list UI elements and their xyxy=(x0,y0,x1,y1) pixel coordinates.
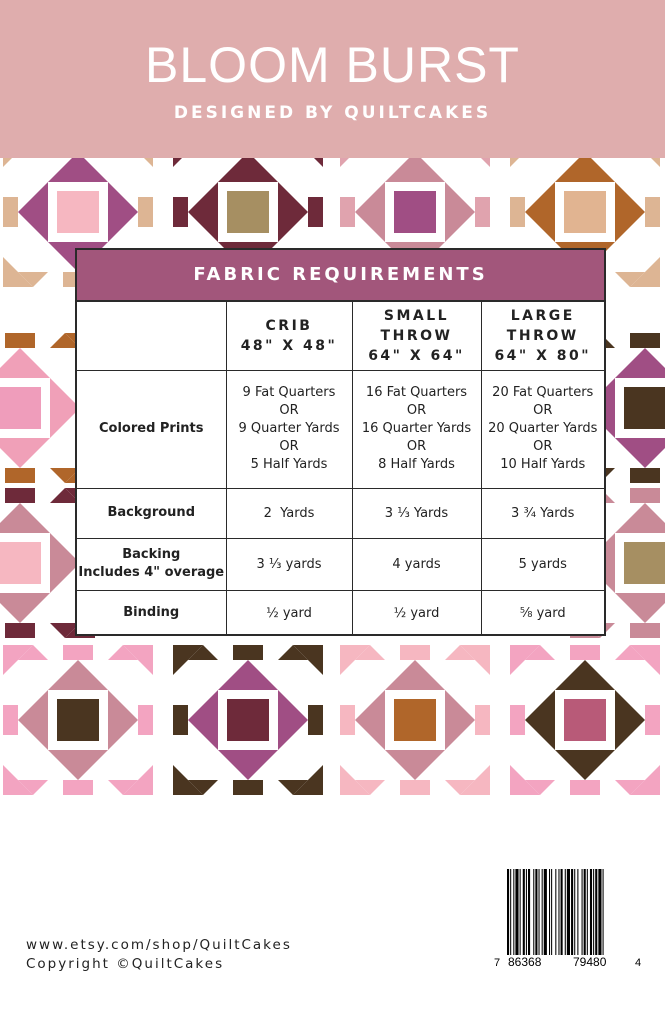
quilt-star-point xyxy=(48,750,108,780)
barcode-bar xyxy=(551,869,552,955)
table-row xyxy=(77,590,604,636)
fabric-requirements-card xyxy=(75,248,606,636)
quilt-star-point xyxy=(615,690,645,750)
quilt-ring-bar xyxy=(173,705,188,735)
barcode-bar xyxy=(549,869,550,955)
table-row xyxy=(77,538,604,590)
quilt-star-point xyxy=(355,182,385,242)
barcode-bar xyxy=(593,869,594,955)
quilt-ring-bar xyxy=(630,468,660,483)
quilt-corner-triangle xyxy=(123,158,153,167)
quilt-star-point xyxy=(18,690,48,750)
barcode-bar xyxy=(577,869,578,955)
pattern-title: BLOOM BURST xyxy=(145,37,520,93)
barcode-bar xyxy=(539,869,540,955)
table-cell: 2 Yards xyxy=(226,488,352,538)
quilt-ring-bar xyxy=(63,645,93,660)
fabric-requirements-heading: FABRIC REQUIREMENTS xyxy=(77,250,604,302)
quilt-star-point xyxy=(555,158,615,182)
barcode-bar xyxy=(526,869,527,955)
quilt-ring-bar xyxy=(510,705,525,735)
quilt-star-point xyxy=(445,690,475,750)
quilt-star-point xyxy=(188,690,218,750)
quilt-corner-triangle xyxy=(340,158,370,167)
quilt-star-point xyxy=(0,503,50,533)
quilt-corner-triangle xyxy=(293,158,323,167)
quilt-ring-bar xyxy=(630,488,660,503)
quilt-corner-triangle xyxy=(460,158,490,167)
quilt-star-point xyxy=(615,438,665,468)
quilt-star-point xyxy=(385,660,445,690)
quilt-ring-bar xyxy=(475,705,490,735)
quilt-ring-bar xyxy=(510,197,525,227)
barcode-bar xyxy=(533,869,534,955)
quilt-star-point xyxy=(278,690,308,750)
table-cell: 3 ⅓ yards xyxy=(226,538,352,590)
quilt-corner-triangle xyxy=(510,158,540,167)
quilt-star-point xyxy=(0,593,50,623)
quilt-star-point xyxy=(615,348,665,378)
column-header-large-throw: LARGE THROW 64" X 80" xyxy=(481,302,604,370)
quilt-star-point xyxy=(108,690,138,750)
barcode-trail-digit: 4 xyxy=(635,957,642,969)
barcode-bar xyxy=(535,869,537,955)
quilt-star-point xyxy=(0,438,50,468)
barcode-bar xyxy=(571,869,573,955)
quilt-star-point xyxy=(218,750,278,780)
quilt-star-point xyxy=(18,182,48,242)
quilt-star-point xyxy=(615,182,645,242)
quilt-star-point xyxy=(278,182,308,242)
barcode-bar xyxy=(574,869,575,955)
header-banner xyxy=(0,0,665,158)
quilt-star-point xyxy=(48,158,108,182)
barcode-bar xyxy=(584,869,586,955)
barcode-right-digits: 79480 xyxy=(573,955,607,969)
quilt-star-point xyxy=(218,158,278,182)
quilt-star-point xyxy=(525,690,555,750)
quilt-center-square xyxy=(57,191,99,233)
barcode-bar xyxy=(513,869,514,955)
quilt-ring-bar xyxy=(475,197,490,227)
table-row xyxy=(77,370,604,488)
quilt-star-point xyxy=(188,182,218,242)
barcode-bar xyxy=(603,869,604,955)
table-cell: ½ yard xyxy=(352,590,481,636)
quilt-corner-triangle xyxy=(630,158,660,167)
quilt-ring-bar xyxy=(5,333,35,348)
table-cell: 4 yards xyxy=(352,538,481,590)
quilt-star-point xyxy=(555,660,615,690)
table-cell: 3 ⅓ Yards xyxy=(352,488,481,538)
barcode-lead-digit: 7 xyxy=(494,957,501,969)
quilt-center-square xyxy=(227,699,269,741)
table-row xyxy=(77,488,604,538)
shop-url[interactable]: www.etsy.com/shop/QuiltCakes xyxy=(26,937,292,953)
quilt-ring-bar xyxy=(630,333,660,348)
table-cell: 16 Fat Quarters OR 16 Quarter Yards OR 8 Half Yards xyxy=(352,370,481,488)
row-label-backing: Backing Includes 4" overage xyxy=(77,538,226,590)
quilt-star-point xyxy=(218,660,278,690)
row-label-background: Background xyxy=(77,488,226,538)
column-header-small-throw: SMALL THROW 64" X 64" xyxy=(352,302,481,370)
quilt-star-point xyxy=(615,593,665,623)
quilt-center-square xyxy=(0,387,41,429)
quilt-corner-triangle xyxy=(3,158,33,167)
barcode-bar xyxy=(587,869,588,955)
quilt-star-point xyxy=(445,182,475,242)
table-cell: ⅝ yard xyxy=(481,590,604,636)
barcode-bar xyxy=(542,869,543,955)
barcode-bar xyxy=(510,869,511,955)
barcode-bar xyxy=(582,869,583,955)
table-cell: 3 ¾ Yards xyxy=(481,488,604,538)
barcode-bar xyxy=(515,869,518,955)
table-cell: 20 Fat Quarters OR 20 Quarter Yards OR 10 Half Yards xyxy=(481,370,604,488)
empty-header-cell xyxy=(77,302,226,370)
table-cell: 9 Fat Quarters OR 9 Quarter Yards OR 5 Half Yards xyxy=(226,370,352,488)
quilt-center-square xyxy=(394,191,436,233)
barcode-bar xyxy=(507,869,509,955)
barcode-bar xyxy=(555,869,556,955)
fabric-requirements-table xyxy=(77,302,604,636)
quilt-ring-bar xyxy=(570,645,600,660)
barcode-bar xyxy=(565,869,566,955)
quilt-center-square xyxy=(227,191,269,233)
quilt-center-square xyxy=(564,191,606,233)
quilt-ring-bar xyxy=(5,623,35,638)
quilt-star-point xyxy=(615,503,665,533)
column-header-crib: CRIB 48" X 48" xyxy=(226,302,352,370)
table-header-row xyxy=(77,302,604,370)
barcode-bar xyxy=(528,869,530,955)
row-label-colored-prints: Colored Prints xyxy=(77,370,226,488)
quilt-ring-bar xyxy=(233,780,263,795)
quilt-corner-triangle xyxy=(173,158,203,167)
quilt-ring-bar xyxy=(570,780,600,795)
quilt-ring-bar xyxy=(5,488,35,503)
barcode-bar xyxy=(523,869,525,955)
quilt-center-square xyxy=(57,699,99,741)
quilt-star-point xyxy=(108,182,138,242)
quilt-star-point xyxy=(555,750,615,780)
row-label-binding: Binding xyxy=(77,590,226,636)
quilt-star-point xyxy=(48,660,108,690)
quilt-ring-bar xyxy=(173,197,188,227)
quilt-ring-bar xyxy=(308,705,323,735)
quilt-center-square xyxy=(564,699,606,741)
barcode-bar xyxy=(544,869,547,955)
barcode-bar xyxy=(561,869,563,955)
quilt-star-point xyxy=(525,182,555,242)
quilt-center-square xyxy=(0,542,41,584)
quilt-star-point xyxy=(385,158,445,182)
quilt-ring-bar xyxy=(5,468,35,483)
quilt-ring-bar xyxy=(645,197,660,227)
barcode-bar xyxy=(567,869,570,955)
quilt-ring-bar xyxy=(233,645,263,660)
quilt-ring-bar xyxy=(3,705,18,735)
copyright-text: Copyright ©QuiltCakes xyxy=(26,956,225,972)
quilt-ring-bar xyxy=(645,705,660,735)
quilt-center-square xyxy=(624,542,665,584)
designer-credit: DESIGNED BY QUILTCAKES xyxy=(173,103,492,123)
quilt-ring-bar xyxy=(63,780,93,795)
barcode-bar xyxy=(598,869,601,955)
quilt-ring-bar xyxy=(3,197,18,227)
barcode-bar xyxy=(590,869,592,955)
quilt-star-point xyxy=(0,348,50,378)
quilt-ring-bar xyxy=(340,197,355,227)
barcode-bar xyxy=(595,869,597,955)
quilt-center-square xyxy=(624,387,665,429)
quilt-ring-bar xyxy=(138,705,153,735)
quilt-ring-bar xyxy=(308,197,323,227)
quilt-ring-bar xyxy=(138,197,153,227)
quilt-ring-bar xyxy=(340,705,355,735)
quilt-ring-bar xyxy=(400,780,430,795)
quilt-ring-bar xyxy=(630,623,660,638)
barcode-bar xyxy=(558,869,559,955)
quilt-star-point xyxy=(385,750,445,780)
table-cell: ½ yard xyxy=(226,590,352,636)
table-cell: 5 yards xyxy=(481,538,604,590)
barcode-left-digits: 86368 xyxy=(508,955,542,969)
quilt-ring-bar xyxy=(400,645,430,660)
quilt-center-square xyxy=(394,699,436,741)
quilt-star-point xyxy=(355,690,385,750)
barcode-bar xyxy=(520,869,521,955)
